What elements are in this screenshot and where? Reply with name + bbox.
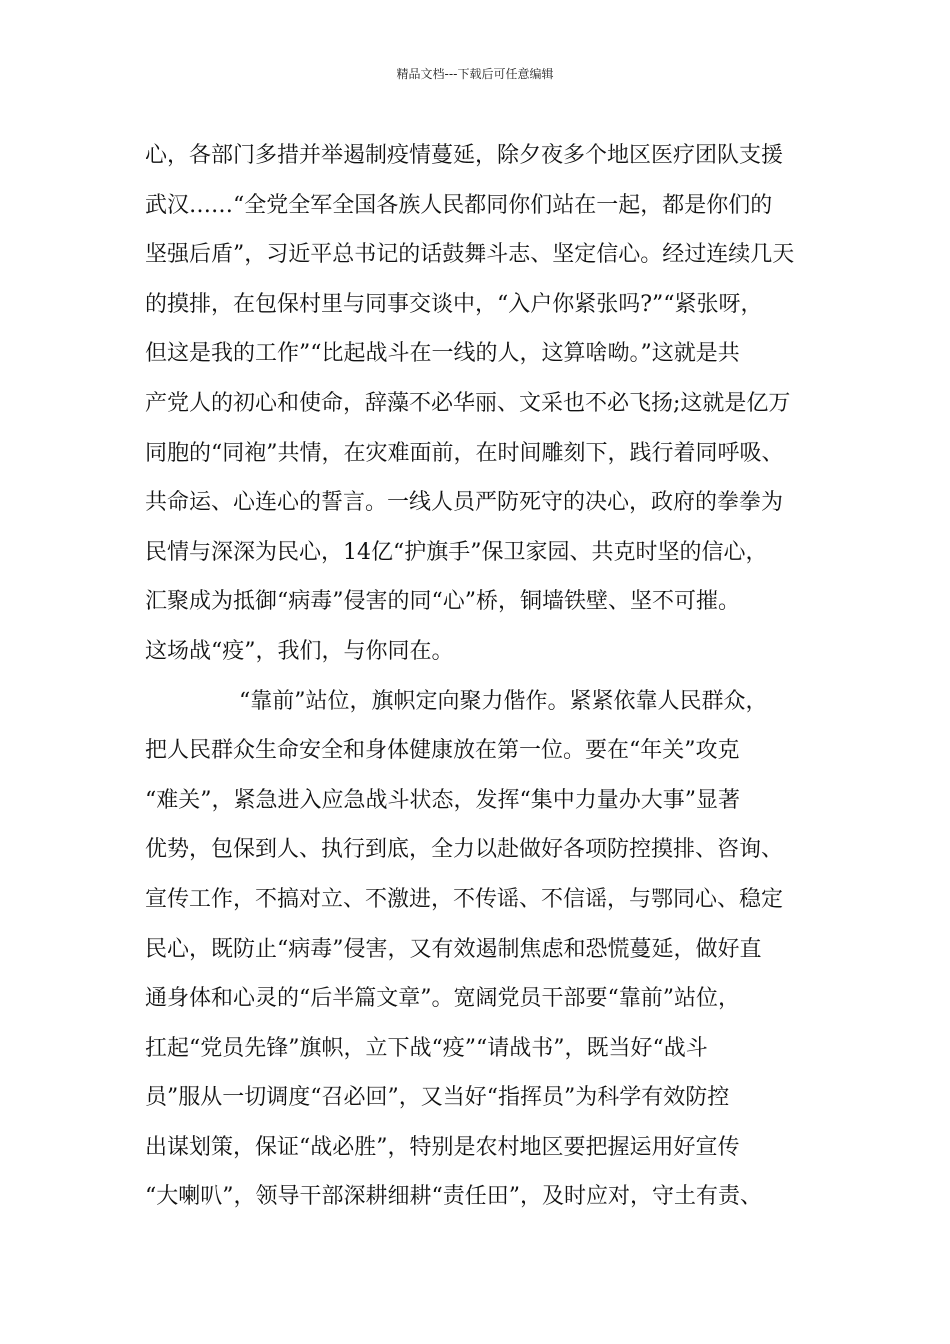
paragraph-line: 民心，既防止“病毒”侵害，又有效遏制焦虑和恐慌蔓延，做好直 <box>145 936 762 962</box>
paragraph-line: 通身体和心灵的“后半篇文章”。宽阔党员干部要“靠前”站位， <box>145 986 740 1012</box>
paragraph-line: 宣传工作，不搞对立、不激进，不传谣、不信谣，与鄂同心、稳定 <box>145 886 784 912</box>
paragraph-line: 员”服从一切调度“召必回”，又当好“指挥员”为科学有效防控 <box>145 1085 730 1111</box>
paragraph-line: 武汉……“全党全军全国各族人民都同你们站在一起，都是你们的 <box>145 192 773 218</box>
paragraph-line: 优势，包保到人、执行到底，全力以赴做好各项防控摸排、咨询、 <box>145 837 784 863</box>
paragraph-line: 产党人的初心和使命，辞藻不必华丽、文采也不必飞扬;这就是亿万 <box>145 390 791 416</box>
page-header: 精品文档---下载后可任意编辑 <box>396 67 554 81</box>
paragraph-line: 出谋划策，保证“战必胜”，特别是农村地区要把握运用好宣传 <box>145 1134 740 1160</box>
paragraph-line: 心，各部门多措并举遏制疫情蔓延，除夕夜多个地区医疗团队支援 <box>145 143 784 168</box>
paragraph-line: 坚强后盾”，习近平总书记的话鼓舞斗志、坚定信心。经过连续几天 <box>145 242 795 268</box>
paragraph-line: 把人民群众生命安全和身体健康放在第一位。要在“年关”攻克 <box>145 738 740 764</box>
paragraph-line: “大喇叭”，领导干部深耕细耕“责任田”，及时应对，守土有责、 <box>145 1184 762 1210</box>
paragraph-line: 民情与深深为民心，14亿“护旗手”保卫家园、共克时坚的信心， <box>145 539 768 565</box>
paragraph-first-line: “靠前”站位，旗帜定向聚力偕作。紧紧依靠人民群众， <box>239 688 768 714</box>
body-text <box>145 131 845 1222</box>
paragraph-line: 同胞的“同袍”共情，在灾难面前，在时间雕刻下，践行着同呼吸、 <box>145 440 784 466</box>
paragraph-line: 但这是我的工作”“比起战斗在一线的人，这算啥呦。”这就是共 <box>145 341 740 367</box>
paragraph-line: 的摸排，在包保村里与同事交谈中，“入户你紧张吗?”“紧张呀， <box>145 291 763 317</box>
paragraph-line: 共命运、心连心的誓言。一线人员严防死守的决心，政府的拳拳为 <box>145 490 784 516</box>
paragraph-line: 汇聚成为抵御“病毒”侵害的同“心”桥，铜墙铁壁、坚不可摧。 <box>145 589 740 615</box>
paragraph-line: 扛起“党员先锋”旗帜，立下战“疫”“请战书”，既当好“战斗 <box>145 1035 708 1061</box>
paragraph-line: 这场战“疫”，我们，与你同在。 <box>145 638 454 664</box>
paragraph-line: “难关”，紧急进入应急战斗状态，发挥“集中力量办大事”显著 <box>145 787 740 813</box>
